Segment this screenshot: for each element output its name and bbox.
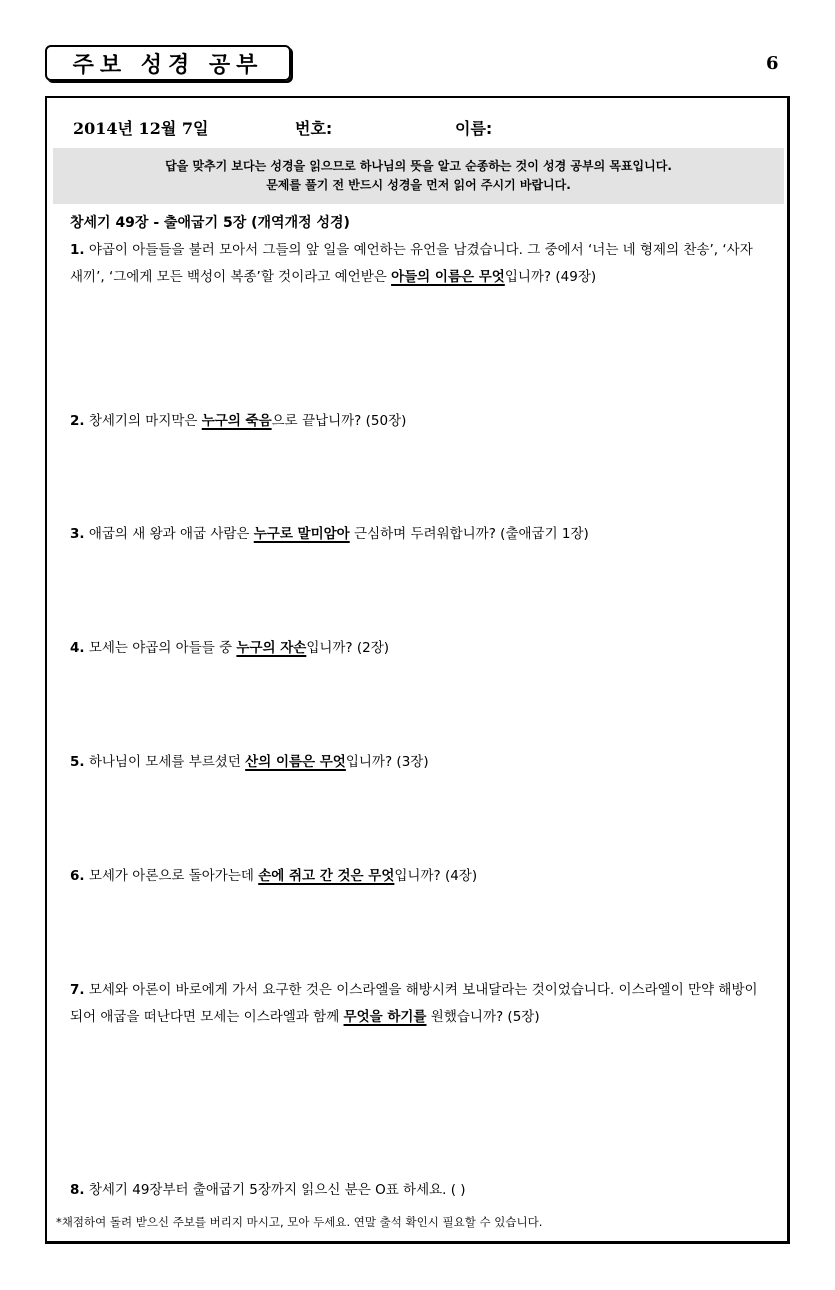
question-6: 6. 모세가 아론으로 돌아가는데 손에 쥐고 간 것은 무엇입니까? (4장) (70, 868, 478, 884)
question-4: 4. 모세는 야곱의 아들들 중 누구의 자손입니까? (2장) (70, 640, 390, 656)
question-2: 2. 창세기의 마지막은 누구의 죽음으로 끝납니까? (50장) (70, 413, 407, 429)
notice-line-2: 문제를 풀기 전 반드시 성경을 먼저 읽어 주시기 바랍니다. (266, 178, 571, 192)
question-8: 8. 창세기 49장부터 출애굽기 5장까지 읽으신 분은 O표 하세요. ( ) (70, 1182, 466, 1198)
question-5: 5. 하나님이 모세를 부르셨던 산의 이름은 무엇입니까? (3장) (70, 754, 429, 770)
number-field-label: 번호: (295, 119, 333, 138)
question-7: 7. 모세와 아론이 바로에게 가서 요구한 것은 이스라엘을 해방시켜 보내달라는 것이었습니다. 이스라엘이 만약 해방이 되어 애굽을 떠난다면 모세는 이스라엘과 함께 무엇을 하기를 원했습니까? (5장) (70, 982, 758, 1025)
page-number: 6 (766, 53, 779, 74)
date-text: 2014년 12월 7일 (73, 119, 209, 138)
question-3: 3. 애굽의 새 왕과 애굽 사람은 누구로 말미암아 근심하며 두려워합니까? (출애굽기 1장) (70, 526, 589, 542)
notice-line-1: 답을 맞추기 보다는 성경을 읽으므로 하나님의 뜻을 알고 순종하는 것이 성경 공부의 목표입니다. (165, 159, 672, 173)
question-1: 1. 야곱이 아들들을 불러 모아서 그들의 앞 일을 예언하는 유언을 남겼습니다. 그 중에서 ‘너는 네 형제의 찬송’, ‘사자 새끼’, ‘그에게 모든 백성이 복종’할 것이라고 예언받은 아들의 이름은 무엇입니까? (49장) (70, 242, 753, 285)
name-field-label: 이름: (455, 119, 493, 138)
info-row (73, 116, 775, 138)
page-title: 주보 성경 공부 (45, 45, 291, 81)
footer-note: *채점하여 돌려 받으신 주보를 버리지 마시고, 모아 두세요. 연말 출석 확인시 필요할 수 있습니다. (56, 1215, 543, 1229)
section-title: 창세기 49장 - 출애굽기 5장 (개역개정 성경) (70, 215, 350, 231)
instruction-notice (53, 148, 784, 204)
